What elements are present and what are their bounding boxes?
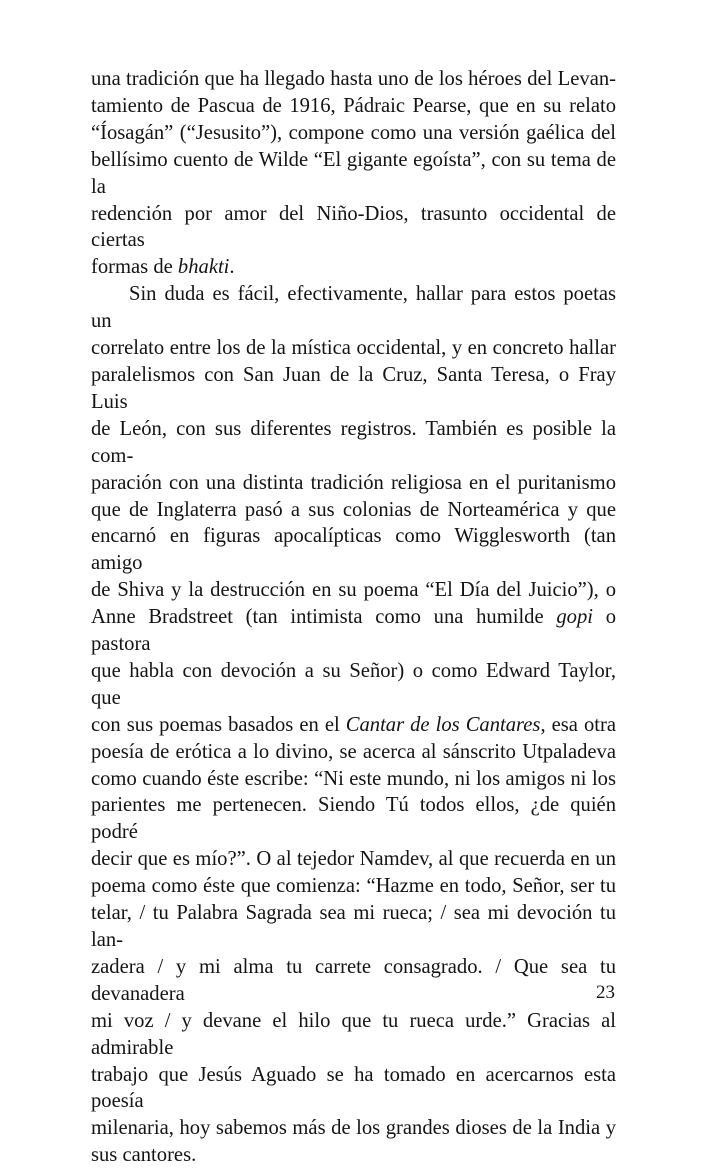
text-line [91, 66, 616, 93]
text-line [91, 712, 616, 739]
text-line [91, 254, 616, 281]
text-run: o pastora [91, 606, 616, 656]
text-run: trabajo que Jesús Aguado se ha tomado en acercarnos esta poesía [91, 1063, 616, 1113]
text-line [91, 1115, 616, 1142]
text-run: Sin duda es fácil, efectivamente, hallar para estos poetas un [91, 283, 616, 333]
text-run: poesía de erótica a lo divino, se acerca al sánscrito Utpaladeva [91, 740, 616, 763]
text-run: tamiento de Pascua de 1916, Pádraic Pearse, que en su relato [91, 94, 616, 117]
italic-text: Cantar de los Cantares [345, 713, 541, 736]
text-run: “Íosagán” (“Jesusito”), compone como una versión gaélica del [91, 121, 616, 144]
text-line [91, 1062, 616, 1116]
text-run: poema como éste que comienza: “Hazme en todo, Señor, ser tu [91, 875, 616, 898]
text-line [91, 792, 616, 846]
text-run: redención por amor del Niño-Dios, trasunto occidental de ciertas [91, 202, 616, 252]
text-run: de Shiva y la destrucción en su poema “El Día del Juicio”), o [91, 579, 616, 602]
text-line [91, 201, 616, 255]
text-run: paración con una distinta tradición religiosa en el puritanismo [91, 471, 616, 494]
text-line [91, 846, 616, 873]
text-line [91, 120, 616, 147]
text-run: paralelismos con San Juan de la Cruz, Santa Teresa, o Fray Luis [91, 363, 616, 413]
text-line [91, 954, 616, 1008]
text-run: milenaria, hoy sabemos más de los grandes dioses de la India y [91, 1117, 616, 1140]
text-line [91, 658, 616, 712]
text-line [91, 523, 616, 577]
page-number: 23 [596, 982, 615, 1003]
italic-text: gopi [556, 606, 593, 629]
text-run: zadera / y mi alma tu carrete consagrado. / Que sea tu devanadera [91, 955, 616, 1005]
text-line [91, 281, 616, 335]
text-line [91, 739, 616, 766]
text-line [91, 604, 616, 658]
text-line [91, 93, 616, 120]
text-run: una tradición que ha llegado hasta uno de los héroes del Levan- [91, 68, 616, 90]
body-text [91, 66, 616, 1169]
text-run: , esa otra [540, 713, 617, 736]
text-line [91, 497, 616, 524]
text-run: con sus poemas basados en el [91, 713, 346, 736]
text-line [91, 362, 616, 416]
text-run: de León, con sus diferentes registros. También es posible la com- [91, 417, 616, 467]
text-run: sus cantores. [91, 1144, 197, 1167]
text-run: . [229, 256, 235, 279]
text-line [91, 416, 616, 470]
text-run: como cuando éste escribe: “Ni este mundo, ni los amigos ni los [91, 767, 616, 790]
text-run: telar, / tu Palabra Sagrada sea mi rueca; / sea mi devoción tu lan- [91, 902, 616, 951]
text-run: mi voz / y devane el hilo que tu rueca urde.” Gracias al admirable [91, 1009, 616, 1059]
text-run: decir que es mío?”. O al tejedor Namdev, al que recuerda en un [91, 848, 616, 871]
text-line [91, 900, 616, 954]
text-run: parientes me pertenecen. Siendo Tú todos ellos, ¿de quién podré [91, 794, 616, 844]
text-line [91, 335, 616, 362]
text-run: formas de [91, 256, 178, 279]
text-run: que habla con devoción a su Señor) o como Edward Taylor, que [91, 659, 616, 709]
text-line [91, 1008, 616, 1062]
text-line [91, 147, 616, 201]
text-run: correlato entre los de la mística occidental, y en concreto hallar [91, 337, 616, 360]
text-run: bellísimo cuento de Wilde “El gigante egoísta”, con su tema de la [91, 148, 616, 198]
text-line [91, 873, 616, 900]
text-run: Anne Bradstreet (tan intimista como una humilde [91, 606, 557, 629]
text-run: que de Inglaterra pasó a sus colonias de Norteamérica y que [91, 498, 616, 521]
text-line [91, 766, 616, 793]
italic-text: bhakti [177, 256, 230, 279]
text-run: encarnó en figuras apocalípticas como Wigglesworth (tan amigo [91, 525, 616, 575]
text-line [91, 470, 616, 497]
text-line [91, 577, 616, 604]
text-line [91, 1142, 616, 1169]
